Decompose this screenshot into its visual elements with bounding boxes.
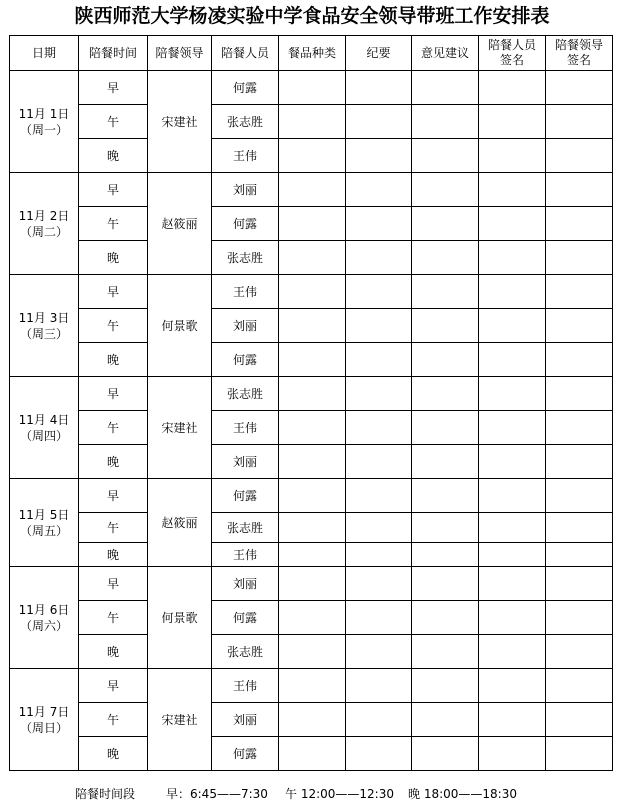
meal-time-cell: 午 — [79, 411, 148, 445]
meal-time-cell: 早 — [79, 669, 148, 703]
meal-time-cell: 晚 — [79, 343, 148, 377]
meal-time-cell: 早 — [79, 173, 148, 207]
leader-signature-cell[interactable] — [546, 139, 613, 173]
notes-cell[interactable] — [346, 105, 412, 139]
staff-signature-cell[interactable] — [479, 543, 546, 567]
food-type-cell[interactable] — [279, 513, 346, 543]
staff-cell: 何露 — [212, 479, 279, 513]
suggestions-cell[interactable] — [412, 309, 479, 343]
food-type-cell[interactable] — [279, 703, 346, 737]
date-cell — [10, 479, 79, 567]
notes-cell[interactable] — [346, 635, 412, 669]
date-text: 11月 5日 — [18, 507, 70, 522]
staff-signature-cell[interactable] — [479, 139, 546, 173]
suggestions-cell[interactable] — [412, 445, 479, 479]
notes-cell[interactable] — [346, 377, 412, 411]
food-type-cell[interactable] — [279, 275, 346, 309]
col-header-meal-time: 陪餐时间 — [79, 36, 148, 71]
leader-signature-cell[interactable] — [546, 567, 613, 601]
food-type-cell[interactable] — [279, 241, 346, 275]
suggestions-cell[interactable] — [412, 275, 479, 309]
suggestions-cell[interactable] — [412, 343, 479, 377]
date-text: 11月 2日 — [18, 208, 70, 223]
staff-cell: 何露 — [212, 737, 279, 771]
staff-cell: 何露 — [212, 601, 279, 635]
leader-cell: 宋建社 — [148, 669, 212, 771]
weekday-text: （周日） — [19, 720, 68, 735]
table-row — [10, 309, 613, 343]
suggestions-cell[interactable] — [412, 635, 479, 669]
leader-signature-cell[interactable] — [546, 737, 613, 771]
date-cell — [10, 173, 79, 275]
staff-cell: 刘丽 — [212, 173, 279, 207]
footer-label: 陪餐时间段 — [75, 787, 136, 801]
notes-cell[interactable] — [346, 411, 412, 445]
col-header-food-type: 餐品种类 — [279, 36, 346, 71]
food-type-cell[interactable] — [279, 207, 346, 241]
meal-time-cell: 午 — [79, 309, 148, 343]
staff-signature-cell[interactable] — [479, 207, 546, 241]
date-cell — [10, 567, 79, 669]
table-row — [10, 275, 613, 309]
table-row — [10, 703, 613, 737]
leader-signature-cell[interactable] — [546, 71, 613, 105]
staff-cell: 刘丽 — [212, 703, 279, 737]
notes-cell[interactable] — [346, 703, 412, 737]
suggestions-cell[interactable] — [412, 567, 479, 601]
leader-signature-cell[interactable] — [546, 173, 613, 207]
table-row — [10, 601, 613, 635]
date-text: 11月 6日 — [18, 602, 70, 617]
staff-signature-cell[interactable] — [479, 513, 546, 543]
notes-cell[interactable] — [346, 173, 412, 207]
meal-time-cell: 早 — [79, 377, 148, 411]
suggestions-cell[interactable] — [412, 207, 479, 241]
date-text: 11月 4日 — [18, 412, 70, 427]
food-type-cell[interactable] — [279, 445, 346, 479]
staff-signature-cell[interactable] — [479, 275, 546, 309]
staff-cell: 刘丽 — [212, 567, 279, 601]
staff-signature-cell[interactable] — [479, 737, 546, 771]
page-title: 陕西师范大学杨凌实验中学食品安全领导带班工作安排表 — [74, 5, 550, 27]
leader-signature-cell[interactable] — [546, 411, 613, 445]
staff-cell: 张志胜 — [212, 241, 279, 275]
notes-cell[interactable] — [346, 479, 412, 513]
staff-cell: 刘丽 — [212, 309, 279, 343]
suggestions-cell[interactable] — [412, 105, 479, 139]
leader-signature-cell[interactable] — [546, 513, 613, 543]
staff-signature-cell[interactable] — [479, 411, 546, 445]
table-row — [10, 71, 613, 105]
suggestions-cell[interactable] — [412, 71, 479, 105]
staff-cell: 王伟 — [212, 139, 279, 173]
table-row — [10, 207, 613, 241]
footer-dinner-time: 晚 18:00——18:30 — [408, 787, 517, 801]
staff-cell: 王伟 — [212, 411, 279, 445]
suggestions-cell[interactable] — [412, 241, 479, 275]
staff-signature-cell[interactable] — [479, 567, 546, 601]
leader-signature-cell[interactable] — [546, 241, 613, 275]
staff-signature-cell[interactable] — [479, 343, 546, 377]
staff-cell: 刘丽 — [212, 445, 279, 479]
leader-cell: 宋建社 — [148, 71, 212, 173]
table-row — [10, 343, 613, 377]
notes-cell[interactable] — [346, 309, 412, 343]
food-type-cell[interactable] — [279, 377, 346, 411]
table-row — [10, 377, 613, 411]
staff-cell: 张志胜 — [212, 635, 279, 669]
leader-cell: 赵筱丽 — [148, 173, 212, 275]
meal-time-cell: 午 — [79, 207, 148, 241]
meal-time-cell: 午 — [79, 105, 148, 139]
table-row — [10, 445, 613, 479]
footer-breakfast-time: 早：6:45——7:30 — [166, 787, 268, 801]
food-type-cell[interactable] — [279, 309, 346, 343]
col-header-staff: 陪餐人员 — [212, 36, 279, 71]
meal-time-cell: 早 — [79, 567, 148, 601]
col-header-leader: 陪餐领导 — [148, 36, 212, 71]
weekday-text: （周一） — [19, 122, 68, 137]
food-type-cell[interactable] — [279, 343, 346, 377]
notes-cell[interactable] — [346, 737, 412, 771]
meal-time-cell: 晚 — [79, 139, 148, 173]
suggestions-cell[interactable] — [412, 703, 479, 737]
date-cell — [10, 377, 79, 479]
leader-signature-cell[interactable] — [546, 669, 613, 703]
notes-cell[interactable] — [346, 543, 412, 567]
notes-cell[interactable] — [346, 513, 412, 543]
meal-time-cell: 午 — [79, 513, 148, 543]
suggestions-cell[interactable] — [412, 139, 479, 173]
staff-cell: 何露 — [212, 343, 279, 377]
meal-time-cell: 早 — [79, 71, 148, 105]
staff-signature-cell[interactable] — [479, 479, 546, 513]
meal-time-cell: 晚 — [79, 737, 148, 771]
staff-signature-cell[interactable] — [479, 71, 546, 105]
staff-signature-cell[interactable] — [479, 703, 546, 737]
staff-cell: 何露 — [212, 71, 279, 105]
suggestions-cell[interactable] — [412, 173, 479, 207]
meal-time-cell: 早 — [79, 275, 148, 309]
notes-cell[interactable] — [346, 601, 412, 635]
food-type-cell[interactable] — [279, 543, 346, 567]
date-cell — [10, 71, 79, 173]
leader-signature-cell[interactable] — [546, 377, 613, 411]
staff-signature-cell[interactable] — [479, 635, 546, 669]
food-type-cell[interactable] — [279, 737, 346, 771]
leader-signature-cell[interactable] — [546, 601, 613, 635]
suggestions-cell[interactable] — [412, 543, 479, 567]
staff-signature-cell[interactable] — [479, 173, 546, 207]
food-type-cell[interactable] — [279, 411, 346, 445]
header-row — [10, 36, 613, 71]
suggestions-cell[interactable] — [412, 479, 479, 513]
date-text: 11月 1日 — [18, 106, 70, 121]
leader-signature-cell[interactable] — [546, 543, 613, 567]
leader-signature-cell[interactable] — [546, 703, 613, 737]
notes-cell[interactable] — [346, 139, 412, 173]
notes-cell[interactable] — [346, 241, 412, 275]
suggestions-cell[interactable] — [412, 411, 479, 445]
staff-cell: 王伟 — [212, 275, 279, 309]
food-type-cell[interactable] — [279, 635, 346, 669]
notes-cell[interactable] — [346, 343, 412, 377]
leader-signature-cell[interactable] — [546, 343, 613, 377]
date-text: 11月 3日 — [18, 310, 70, 325]
date-cell — [10, 275, 79, 377]
table-row — [10, 543, 613, 567]
food-type-cell[interactable] — [279, 71, 346, 105]
food-type-cell[interactable] — [279, 479, 346, 513]
table-row — [10, 669, 613, 703]
notes-cell[interactable] — [346, 669, 412, 703]
notes-cell[interactable] — [346, 275, 412, 309]
leader-signature-cell[interactable] — [546, 207, 613, 241]
leader-cell: 何景歌 — [148, 567, 212, 669]
weekday-text: （周三） — [19, 326, 68, 341]
meal-time-cell: 晚 — [79, 635, 148, 669]
notes-cell[interactable] — [346, 445, 412, 479]
staff-signature-cell[interactable] — [479, 241, 546, 275]
staff-cell: 王伟 — [212, 669, 279, 703]
meal-time-cell: 晚 — [79, 445, 148, 479]
leader-signature-cell[interactable] — [546, 445, 613, 479]
leader-signature-cell[interactable] — [546, 105, 613, 139]
table-row — [10, 479, 613, 513]
food-type-cell[interactable] — [279, 105, 346, 139]
staff-cell: 张志胜 — [212, 105, 279, 139]
suggestions-cell[interactable] — [412, 669, 479, 703]
leader-signature-cell[interactable] — [546, 275, 613, 309]
staff-signature-cell[interactable] — [479, 445, 546, 479]
table-row — [10, 173, 613, 207]
table-row — [10, 411, 613, 445]
meal-time-cell: 晚 — [79, 241, 148, 275]
weekday-text: （周五） — [19, 523, 68, 538]
staff-cell: 王伟 — [212, 543, 279, 567]
food-type-cell[interactable] — [279, 173, 346, 207]
notes-cell[interactable] — [346, 567, 412, 601]
weekday-text: （周四） — [19, 428, 68, 443]
weekday-text: （周二） — [19, 224, 68, 239]
food-type-cell[interactable] — [279, 669, 346, 703]
notes-cell[interactable] — [346, 71, 412, 105]
duty-schedule-table — [9, 35, 613, 771]
leader-signature-cell[interactable] — [546, 635, 613, 669]
staff-signature-cell[interactable] — [479, 309, 546, 343]
table-row — [10, 139, 613, 173]
table-row — [10, 635, 613, 669]
table-row — [10, 513, 613, 543]
suggestions-cell[interactable] — [412, 737, 479, 771]
food-type-cell[interactable] — [279, 567, 346, 601]
staff-signature-cell[interactable] — [479, 377, 546, 411]
col-header-staff-signature: 陪餐人员 签名 — [479, 36, 546, 71]
meal-time-cell: 午 — [79, 703, 148, 737]
suggestions-cell[interactable] — [412, 601, 479, 635]
leader-cell: 何景歌 — [148, 275, 212, 377]
staff-cell: 何露 — [212, 207, 279, 241]
col-header-date: 日期 — [10, 36, 79, 71]
notes-cell[interactable] — [346, 207, 412, 241]
leader-signature-cell[interactable] — [546, 479, 613, 513]
date-text: 11月 7日 — [18, 704, 70, 719]
food-type-cell[interactable] — [279, 139, 346, 173]
table-row — [10, 241, 613, 275]
staff-signature-cell[interactable] — [479, 669, 546, 703]
table-row — [10, 737, 613, 771]
footer-lunch-time: 午 12:00——12:30 — [285, 787, 394, 801]
food-type-cell[interactable] — [279, 601, 346, 635]
col-header-notes: 纪要 — [346, 36, 412, 71]
leader-cell: 宋建社 — [148, 377, 212, 479]
meal-time-cell: 晚 — [79, 543, 148, 567]
suggestions-cell[interactable] — [412, 377, 479, 411]
leader-cell: 赵筱丽 — [148, 479, 212, 567]
staff-signature-cell[interactable] — [479, 105, 546, 139]
col-header-leader-signature: 陪餐领导 签名 — [546, 36, 613, 71]
table-row — [10, 105, 613, 139]
weekday-text: （周六） — [19, 618, 68, 633]
leader-signature-cell[interactable] — [546, 309, 613, 343]
suggestions-cell[interactable] — [412, 513, 479, 543]
col-header-suggestions: 意见建议 — [412, 36, 479, 71]
meal-time-cell: 午 — [79, 601, 148, 635]
staff-cell: 张志胜 — [212, 377, 279, 411]
meal-time-cell: 早 — [79, 479, 148, 513]
table-row — [10, 567, 613, 601]
staff-cell: 张志胜 — [212, 513, 279, 543]
date-cell — [10, 669, 79, 771]
staff-signature-cell[interactable] — [479, 601, 546, 635]
